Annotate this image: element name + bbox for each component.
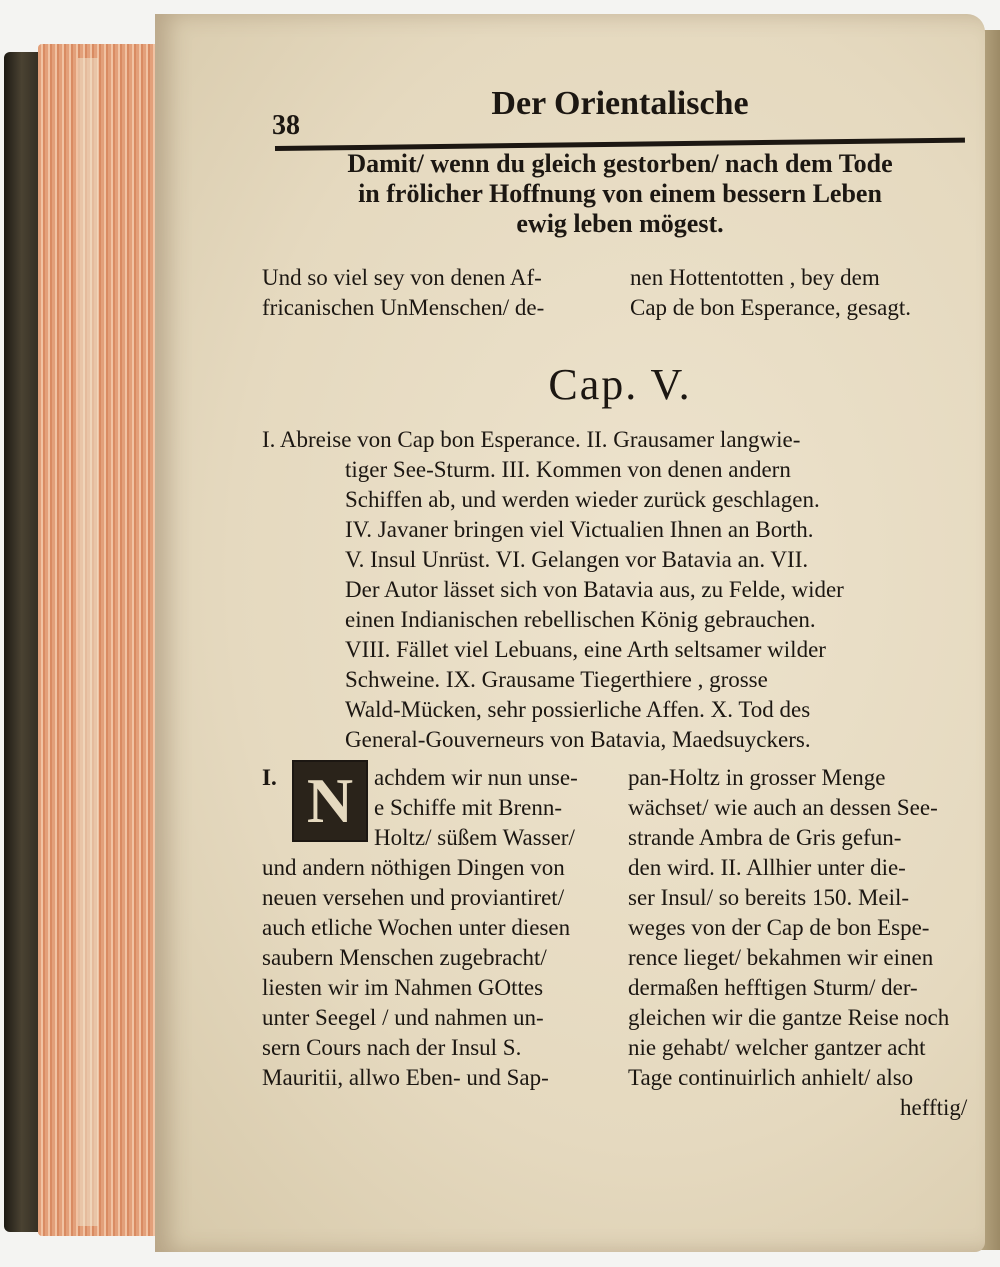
body-right-line: nie gehabt/ welcher gantzer acht — [628, 1035, 926, 1060]
summary-line: tiger See-Sturm. III. Kommen von denen andern — [345, 457, 791, 482]
body-right-line: strande Ambra de Gris gefun- — [628, 825, 902, 850]
summary-line: Schiffen ab, und werden wieder zurück geschlagen. — [345, 487, 820, 512]
body-left-line: e Schiffe mit Brenn- — [374, 795, 562, 820]
page-edges — [38, 44, 162, 1236]
poem-line: Damit/ wenn du gleich gestorben/ nach dem Tode — [347, 149, 893, 178]
summary-line: I. Abreise von Cap bon Esperance. II. Grausamer langwie- — [262, 427, 801, 452]
closing-right-line: nen Hottentotten , bey dem — [630, 265, 880, 290]
body-left-line: sern Cours nach der Insul S. — [262, 1035, 522, 1060]
body-right-line: pan-Holtz in grosser Menge — [628, 765, 886, 790]
closing-left-line: Und so viel sey von denen Af- — [262, 265, 542, 290]
summary-line: IV. Javaner bringen viel Victualien Ihnen an Borth. — [345, 517, 814, 542]
running-title: Der Orientalische — [491, 85, 749, 122]
section-marker: I. — [262, 765, 277, 790]
page-number: 38 — [272, 110, 300, 141]
body-right-line: ser Insul/ so bereits 150. Meil- — [628, 885, 910, 910]
chapter-heading: Cap. V. — [548, 360, 692, 409]
poem-line: ewig leben mögest. — [516, 209, 724, 238]
body-left-line: Holtz/ süßem Wasser/ — [374, 825, 575, 850]
summary-line: Schweine. IX. Grausame Tiegerthiere , grosse — [345, 667, 768, 692]
summary-line: einen Indianischen rebellischen König gebrauchen. — [345, 607, 816, 632]
body-left-line: liesten wir im Nahmen GOttes — [262, 975, 544, 1000]
summary-line: Der Autor lässet sich von Batavia aus, zu Felde, wider — [345, 577, 844, 602]
body-right-line: Tage continuirlich anhielt/ also — [628, 1065, 914, 1090]
body-left-line: auch etliche Wochen unter diesen — [262, 915, 571, 940]
summary-line: VIII. Fället viel Lebuans, eine Arth seltsamer wilder — [345, 637, 826, 662]
closing-left-line: fricanischen UnMenschen/ de- — [262, 295, 545, 320]
page-edge-highlight — [78, 58, 98, 1226]
body-left-line: unter Seegel / und nahmen un- — [262, 1005, 544, 1030]
body-left-line: neuen versehen und proviantiret/ — [262, 885, 565, 910]
body-left-line: saubern Menschen zugebracht/ — [262, 945, 547, 970]
summary-line: General-Gouverneurs von Batavia, Maedsuyckers. — [345, 727, 811, 752]
poem-line: in frölicher Hoffnung von einem bessern Leben — [358, 179, 882, 208]
catchword: hefftig/ — [900, 1095, 968, 1120]
body-left-line: und andern nöthigen Dingen von — [262, 855, 565, 880]
body-left-line: Mauritii, allwo Eben- und Sap- — [262, 1065, 549, 1090]
body-right-line: rence lieget/ bekahmen wir einen — [628, 945, 934, 970]
decorated-initial: N — [292, 760, 368, 842]
body-right-line: gleichen wir die gantze Reise noch — [628, 1005, 950, 1030]
summary-line: Wald-Mücken, sehr possierliche Affen. X. Tod des — [345, 697, 811, 722]
body-right-line: wächset/ wie auch an dessen See- — [628, 795, 938, 820]
body-right-line: dermaßen hefftigen Sturm/ der- — [628, 975, 918, 1000]
closing-right-line: Cap de bon Esperance, gesagt. — [630, 295, 912, 320]
body-right-line: weges von der Cap de bon Espe- — [628, 915, 930, 940]
body-left-line: achdem wir nun unse- — [374, 765, 578, 790]
summary-line: V. Insul Unrüst. VI. Gelangen vor Batavia an. VII. — [345, 547, 809, 572]
body-right-line: den wird. II. Allhier unter die- — [628, 855, 906, 880]
